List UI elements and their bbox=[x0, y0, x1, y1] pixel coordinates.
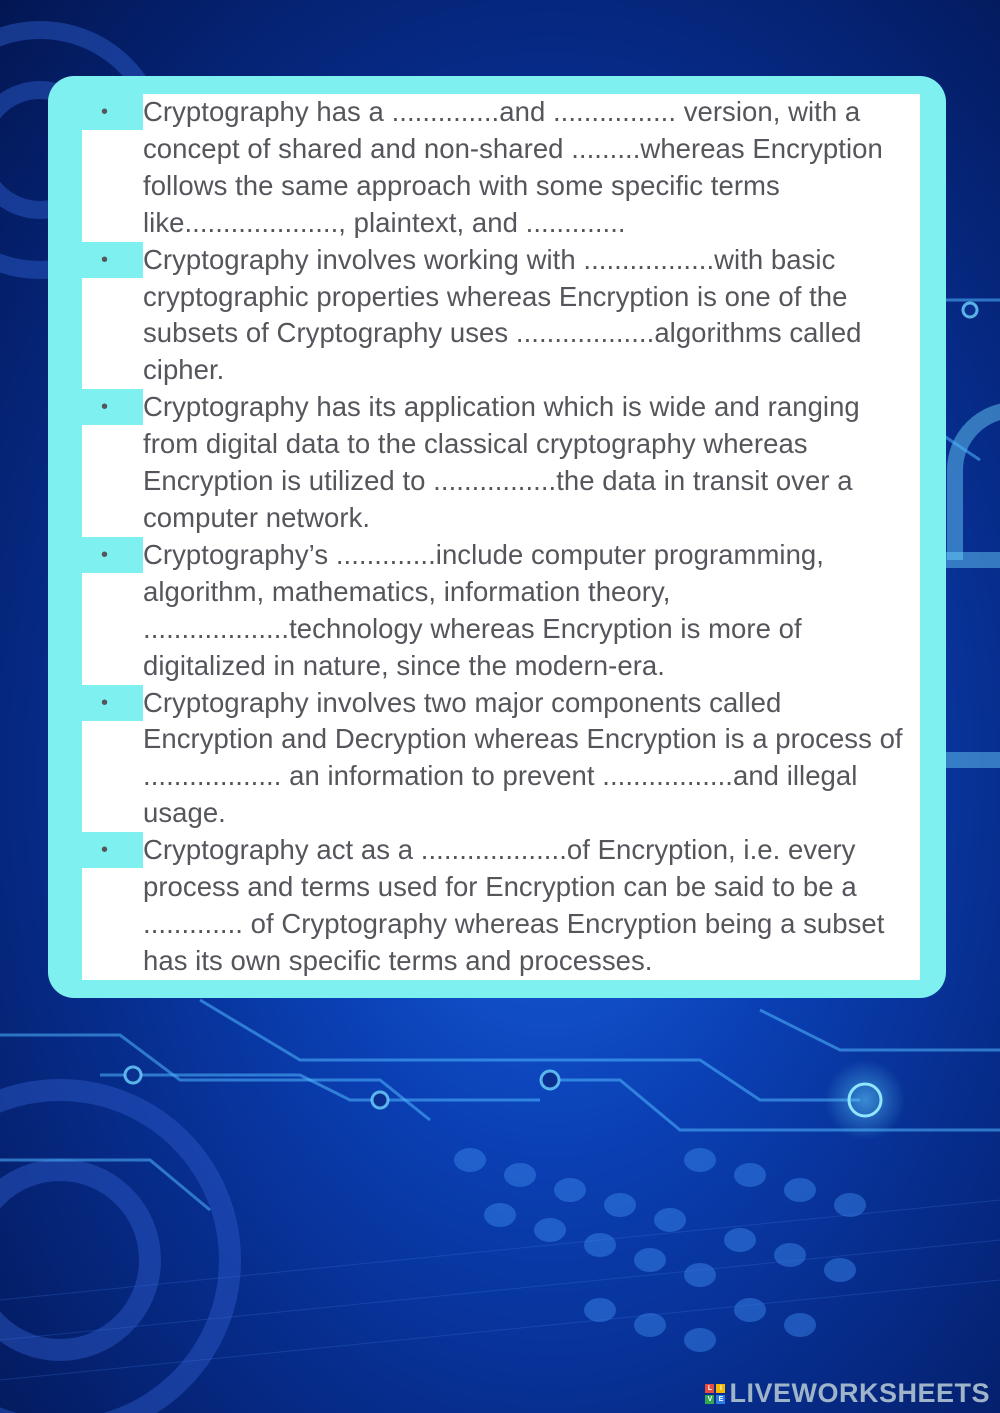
list-item-text: Cryptography act as a ...................of Encryption, i.e. every process and terms used for Encryption can be said to be a ............. of Cryptography whereas Encryption being a subset has its own specific terms and processes. bbox=[143, 834, 885, 976]
list-item bbox=[82, 832, 920, 980]
list-item-text: Cryptography’s .............include computer programming, algorithm, mathematics, information theory, ...................technology whereas Encryption is more of digitalized in nature, since the modern-era. bbox=[143, 538, 824, 681]
list-item bbox=[82, 242, 920, 390]
logo-letter-i: I bbox=[716, 1384, 725, 1393]
fill-in-the-blank-list bbox=[82, 94, 920, 980]
bullet-icon: • bbox=[82, 537, 143, 573]
logo-letter-e: E bbox=[716, 1395, 725, 1404]
list-item-text: Cryptography involves working with .................with basic cryptographic properties whereas Encryption is one of the subsets of Cryptography uses ..................algorithms called cipher. bbox=[143, 243, 862, 386]
logo-letter-l: L bbox=[705, 1384, 714, 1393]
logo-mark-icon bbox=[705, 1384, 725, 1404]
gear-icon bbox=[0, 1090, 230, 1413]
bullet-icon: • bbox=[82, 94, 143, 130]
list-item bbox=[82, 94, 920, 242]
liveworksheets-logo bbox=[705, 1378, 990, 1409]
list-item bbox=[82, 389, 920, 537]
list-item-text: Cryptography involves two major components called Encryption and Decryption whereas Encryption is a process of .................. an information to prevent .................and illegal usage. bbox=[143, 686, 903, 829]
logo-letter-v: V bbox=[705, 1395, 714, 1404]
list-item-text: Cryptography has its application which is wide and ranging from digital data to the classical cryptography whereas Encryption is utilized to ................the data in transit over a computer network. bbox=[143, 391, 860, 533]
bullet-icon: • bbox=[82, 389, 143, 425]
list-item-text: Cryptography has a ..............and ................ version, with a concept of shared and non-shared .........whereas Encryption follows the same approach with some specific terms like...................., plaintext, and ............. bbox=[143, 96, 883, 238]
bullet-icon: • bbox=[82, 832, 143, 868]
list-item bbox=[82, 537, 920, 685]
watermark-text: LIVEWORKSHEETS bbox=[729, 1378, 990, 1408]
list-item bbox=[82, 685, 920, 833]
bullet-icon: • bbox=[82, 685, 143, 721]
bullet-icon: • bbox=[82, 242, 143, 278]
